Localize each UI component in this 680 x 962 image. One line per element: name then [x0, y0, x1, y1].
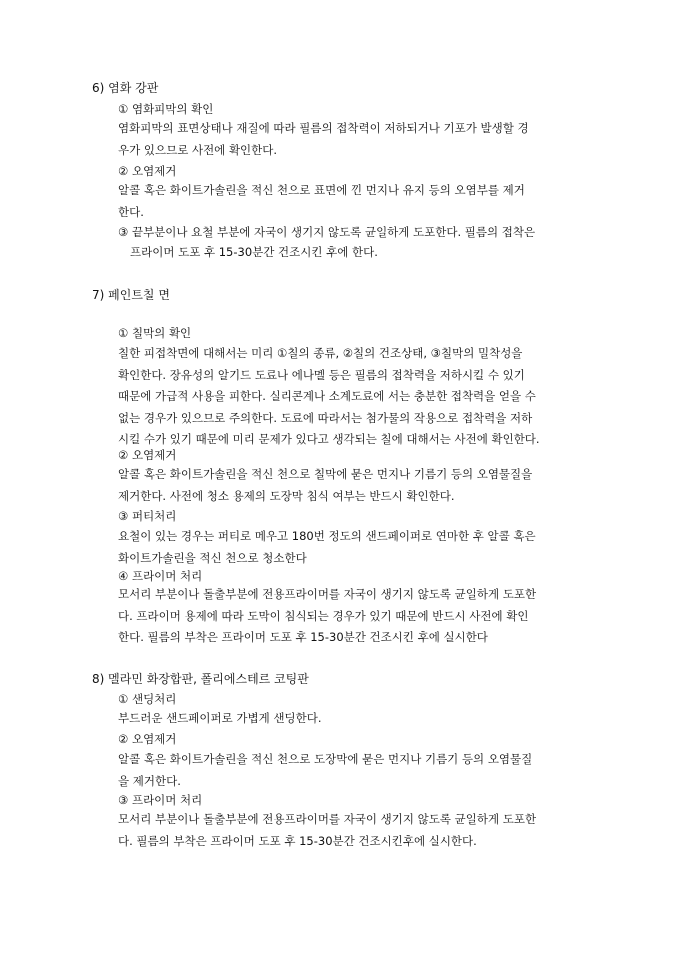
body-line: 다. 프라이머 용제에 따라 도막이 침식되는 경우가 있기 때문에 반드시 사전에 확인 [118, 608, 529, 623]
item-body-7-2 [118, 464, 622, 507]
item-body-8-2 [118, 749, 622, 792]
item-body-7-4 [118, 584, 622, 649]
item-title-7-4: ④ 프라이머 처리 [118, 569, 203, 583]
body-line: 때문에 가급적 사용을 피한다. 실리콘계나 소계도료에 서는 충분한 접착력을 얻을 수 [118, 389, 536, 403]
body-line: 한다. 필름의 부착은 프라이머 도포 후 15-30분간 건조시킨 후에 실시한다 [118, 630, 488, 644]
body-line: 우가 있으므로 사전에 확인한다. [118, 142, 278, 157]
body-line: 요철이 있는 경우는 퍼티로 메우고 180번 정도의 샌드페이퍼로 연마한 후 알콜 혹은 [118, 529, 536, 543]
item-body-8-3 [118, 809, 622, 852]
item-title-8-3: ③ 프라이머 처리 [118, 793, 203, 807]
item-body-7-1 [118, 343, 622, 451]
item-body-8-1 [118, 708, 622, 730]
body-line: 부드러운 샌드페이퍼로 가볍게 샌딩한다. [118, 711, 322, 725]
body-line: 알콜 혹은 화이트가솔린을 적신 천으로 표면에 낀 먼지나 유지 등의 오염부를 제거 [118, 183, 525, 197]
body-line: 염화피막의 표면상태나 재질에 따라 필름의 접착력이 저하되거나 기포가 발생할 경 [118, 121, 529, 135]
body-line: 알콜 혹은 화이트가솔린을 적신 천으로 칠막에 묻은 먼지나 기름기 등의 오염물질을 [118, 467, 533, 481]
body-line: 을 제거한다. [118, 773, 181, 788]
body-line: 칠한 피접착면에 대해서는 미리 ①칠의 종류, ②칠의 건조상태, ③칠막의 밀착성을 [118, 346, 523, 360]
item-title-8-1: ① 샌딩처리 [118, 692, 177, 706]
item-body-6-3: 프라이머 도포 후 15-30분간 건조시킨 후에 한다. [130, 245, 378, 259]
body-line: 화이트가솔린을 적신 천으로 청소한다 [118, 550, 307, 565]
item-title-6-2: ② 오염제거 [118, 164, 177, 178]
section-heading-8: 8) 멜라민 화장합판, 폴리에스테르 코팅판 [92, 672, 309, 686]
body-line: 시킬 수가 있기 때문에 미리 문제가 있다고 생각되는 칠에 대해서는 사전에 확인한다. [118, 432, 540, 446]
section-heading-6: 6) 염화 강판 [92, 81, 159, 95]
item-body-6-1 [118, 118, 622, 161]
body-line: 제거한다. 사전에 청소 용제의 도장막 침식 여부는 반드시 확인한다. [118, 488, 455, 503]
body-line: 모서리 부분이나 돌출부분에 전용프라이머를 자국이 생기지 않도록 균일하게 도포한 [118, 587, 537, 601]
body-line: 알콜 혹은 화이트가솔린을 적신 천으로 도장막에 묻은 먼지나 기름기 등의 오염물질 [118, 752, 533, 766]
body-line: 한다. [118, 204, 144, 219]
body-line: 없는 경우가 있으므로 주의한다. 도료에 따라서는 첨가물의 작용으로 접착력을 저하 [118, 410, 533, 425]
item-title-6-1: ① 염화피막의 확인 [118, 102, 214, 116]
item-title-7-3: ③ 퍼티처리 [118, 509, 177, 523]
item-body-6-2 [118, 180, 622, 223]
item-title-6-3: ③ 끝부분이나 요철 부분에 자국이 생기지 않도록 균일하게 도포한다. 필름의 접착은 [118, 225, 536, 239]
body-line: 확인한다. 장유성의 알기드 도료나 에나멜 등은 필름의 접착력을 저하시킬 수 있기 [118, 367, 525, 382]
item-body-7-3 [118, 526, 622, 569]
section-heading-7: 7) 페인트칠 면 [92, 288, 170, 302]
body-line: 모서리 부분이나 돌출부분에 전용프라이머를 자국이 생기지 않도록 균일하게 도포한 [118, 812, 537, 826]
item-title-8-2: ② 오염제거 [118, 732, 177, 746]
item-title-7-1: ① 칠막의 확인 [118, 326, 192, 340]
item-title-7-2: ② 오염제거 [118, 448, 177, 462]
body-line: 다. 필름의 부착은 프라이머 도포 후 15-30분간 건조시킨후에 실시한다. [118, 833, 477, 848]
